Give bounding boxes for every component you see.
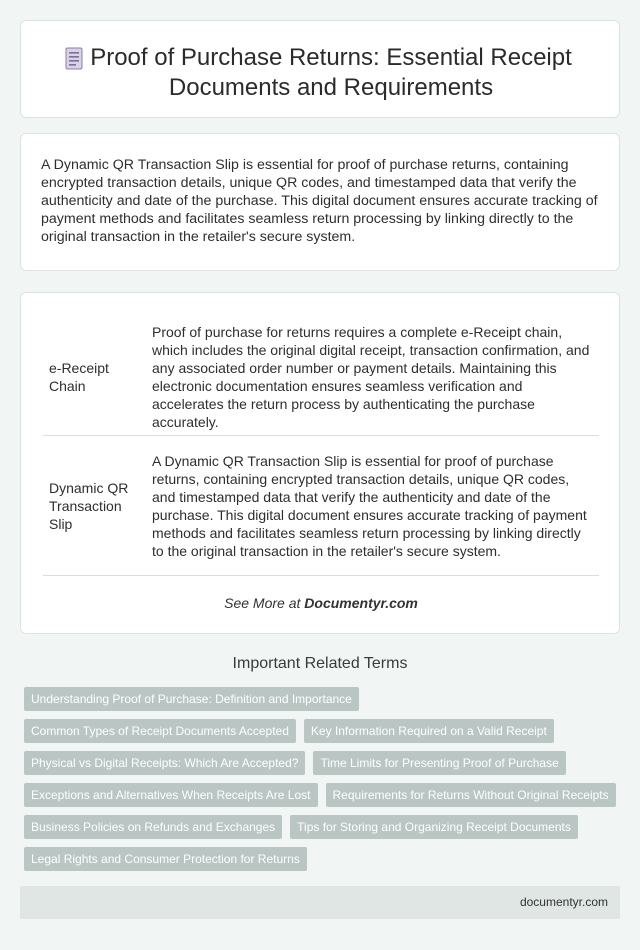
tag-row xyxy=(24,783,624,807)
tag-row xyxy=(24,751,624,775)
footer-site[interactable]: documentyr.com xyxy=(519,895,608,909)
term-cell: e-Receipt Chain xyxy=(49,360,109,394)
related-term-tag[interactable]: Business Policies on Refunds and Exchanges xyxy=(24,815,282,839)
related-terms-list xyxy=(24,687,624,879)
related-term-tag[interactable]: Key Information Required on a Valid Receipt xyxy=(304,719,554,743)
intro-card xyxy=(20,133,620,271)
tag-row xyxy=(24,687,624,711)
related-term-tag[interactable]: Legal Rights and Consumer Protection for Returns xyxy=(24,847,307,871)
tag-row xyxy=(24,847,624,871)
term-cell: Dynamic QR Transaction Slip xyxy=(49,479,129,532)
tag-row xyxy=(24,815,624,839)
related-terms-heading: Important Related Terms xyxy=(232,655,408,672)
description-cell: Proof of purchase for returns requires a complete e-Receipt chain, which includes the original digital receipt, transaction confirmation, and any associated order number or payment details. Maintaining this electronic documentation ensures seamless verification and accelerates the return process by authenticating the purchase accurately. xyxy=(152,324,590,430)
related-term-tag[interactable]: Understanding Proof of Purchase: Definition and Importance xyxy=(24,687,359,711)
related-term-tag[interactable]: Exceptions and Alternatives When Receipts Are Lost xyxy=(24,783,318,807)
related-term-tag[interactable]: Tips for Storing and Organizing Receipt Documents xyxy=(290,815,578,839)
description-cell: A Dynamic QR Transaction Slip is essential for proof of purchase returns, containing encrypted transaction details, unique QR codes, and timestamped data that verify the authenticity and date of the purchase. This digital document ensures accurate tracking of payment methods and facilitates seamless return processing by linking directly to the original transaction in the retailer's secure system. xyxy=(152,452,587,559)
title-card xyxy=(20,20,620,118)
related-term-tag[interactable]: Common Types of Receipt Documents Accepted xyxy=(24,719,296,743)
table-row xyxy=(43,319,599,436)
footer xyxy=(20,886,620,919)
terms-table xyxy=(43,319,599,576)
see-more-site: Documentyr.com xyxy=(304,595,418,611)
related-term-tag[interactable]: Time Limits for Presenting Proof of Purchase xyxy=(313,751,565,775)
see-more-link[interactable] xyxy=(21,595,621,611)
page-title: Proof of Purchase Returns: Essential Receipt Documents and Requirements xyxy=(90,44,572,101)
tag-row xyxy=(24,719,624,743)
see-more-prefix: See More at xyxy=(224,595,305,611)
table-row xyxy=(43,436,599,576)
intro-paragraph: A Dynamic QR Transaction Slip is essential for proof of purchase returns, containing encrypted transaction details, unique QR codes, and timestamped data that verify the authenticity and date of the purchase. This digital document ensures accurate tracking of payment methods and facilitates seamless return processing by linking directly to the original transaction in the retailer's secure system. xyxy=(41,157,598,245)
related-term-tag[interactable]: Physical vs Digital Receipts: Which Are Accepted? xyxy=(24,751,305,775)
related-term-tag[interactable]: Requirements for Returns Without Original Receipts xyxy=(326,783,616,807)
terms-table-card xyxy=(20,292,620,634)
